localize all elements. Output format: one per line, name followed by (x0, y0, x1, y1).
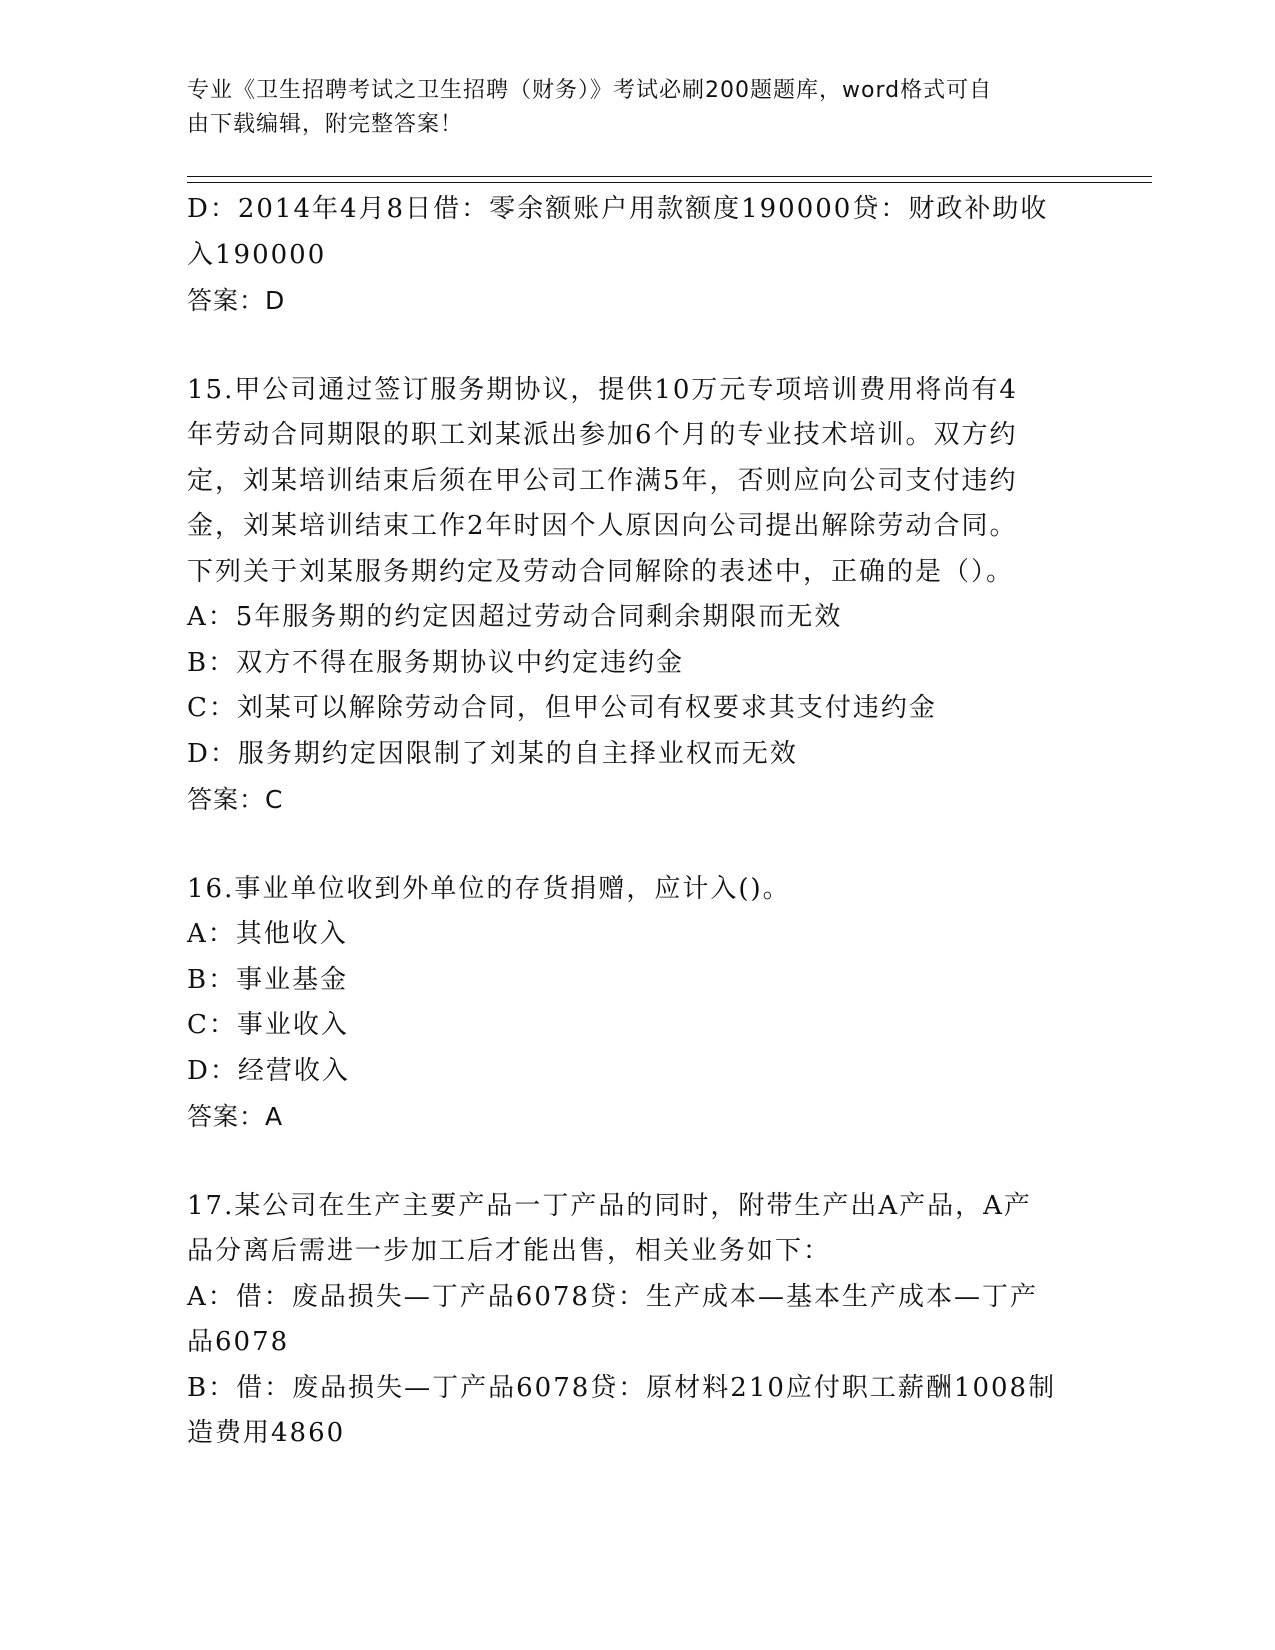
option-c: C：事业收入 (187, 1010, 349, 1040)
question-17 (187, 1184, 1087, 1457)
question-stem-line: 17.某公司在生产主要产品一丁产品的同时，附带生产出A产品，A产 (187, 1190, 1032, 1221)
option-d: D：经营收入 (187, 1055, 350, 1086)
question-stem-line: 品分离后需进一步加工后才能出售，相关业务如下： (187, 1236, 832, 1266)
answer-line: 答案：C (187, 785, 284, 814)
question-stem-line: 定，刘某培训结束后须在甲公司工作满5年，否则应向公司支付违约 (187, 465, 1018, 496)
question-15 (187, 368, 1087, 823)
option-c: C：刘某可以解除劳动合同，但甲公司有权要求其支付违约金 (187, 693, 937, 723)
question-14 (187, 187, 1087, 324)
option-a: A：其他收入 (187, 919, 348, 949)
header-rule-top (187, 176, 1152, 177)
spacer (187, 1140, 1087, 1184)
question-stem-line: 金，刘某培训结束工作2年时因个人原因向公司提出解除劳动合同。 (187, 511, 1018, 541)
answer-line: 答案：A (187, 1102, 284, 1131)
question-stem-line: 15.甲公司通过签订服务期协议，提供10万元专项培训费用将尚有4 (187, 374, 1018, 405)
option-b: B：事业基金 (187, 964, 349, 995)
question-stem-line: 年劳动合同期限的职工刘某派出参加6个月的专业技术培训。双方约 (187, 420, 1018, 450)
option-b-line-1: B：借：废品损失—丁产品6078贷：原材料210应付职工薪酬1008制 (187, 1372, 1057, 1403)
option-b: B：双方不得在服务期协议中约定违约金 (187, 647, 685, 678)
question-16 (187, 867, 1087, 1140)
option-a-line-1: A：借：废品损失—丁产品6078贷：生产成本—基本生产成本—丁产 (187, 1281, 1038, 1312)
option-d-line-2: 入190000 (187, 239, 327, 270)
header-rule-bottom (187, 182, 1152, 183)
answer-line: 答案：D (187, 286, 286, 315)
option-d: D：服务期约定因限制了刘某的自主择业权而无效 (187, 738, 798, 769)
document-header (187, 74, 1067, 142)
option-d-line-1: D：2014年4月8日借：零余额账户用款额度190000贷：财政补助收 (187, 194, 1049, 224)
option-a-line-2: 品6078 (187, 1327, 290, 1357)
spacer (187, 823, 1087, 867)
spacer (187, 324, 1087, 368)
question-stem-line: 16.事业单位收到外单位的存货捐赠，应计入()。 (187, 873, 791, 904)
header-title-line-1: 专业《卫生招聘考试之卫生招聘（财务）》考试必刷200题题库，word格式可自 (187, 78, 993, 103)
header-title-line-2: 由下载编辑，附完整答案！ (187, 112, 464, 137)
question-stem-line: 下列关于刘某服务期约定及劳动合同解除的表述中，正确的是（）。 (187, 556, 1015, 587)
option-a: A：5年服务期的约定因超过劳动合同剩余期限而无效 (187, 602, 843, 632)
document-body (187, 187, 1087, 1457)
option-b-line-2: 造费用4860 (187, 1418, 346, 1448)
